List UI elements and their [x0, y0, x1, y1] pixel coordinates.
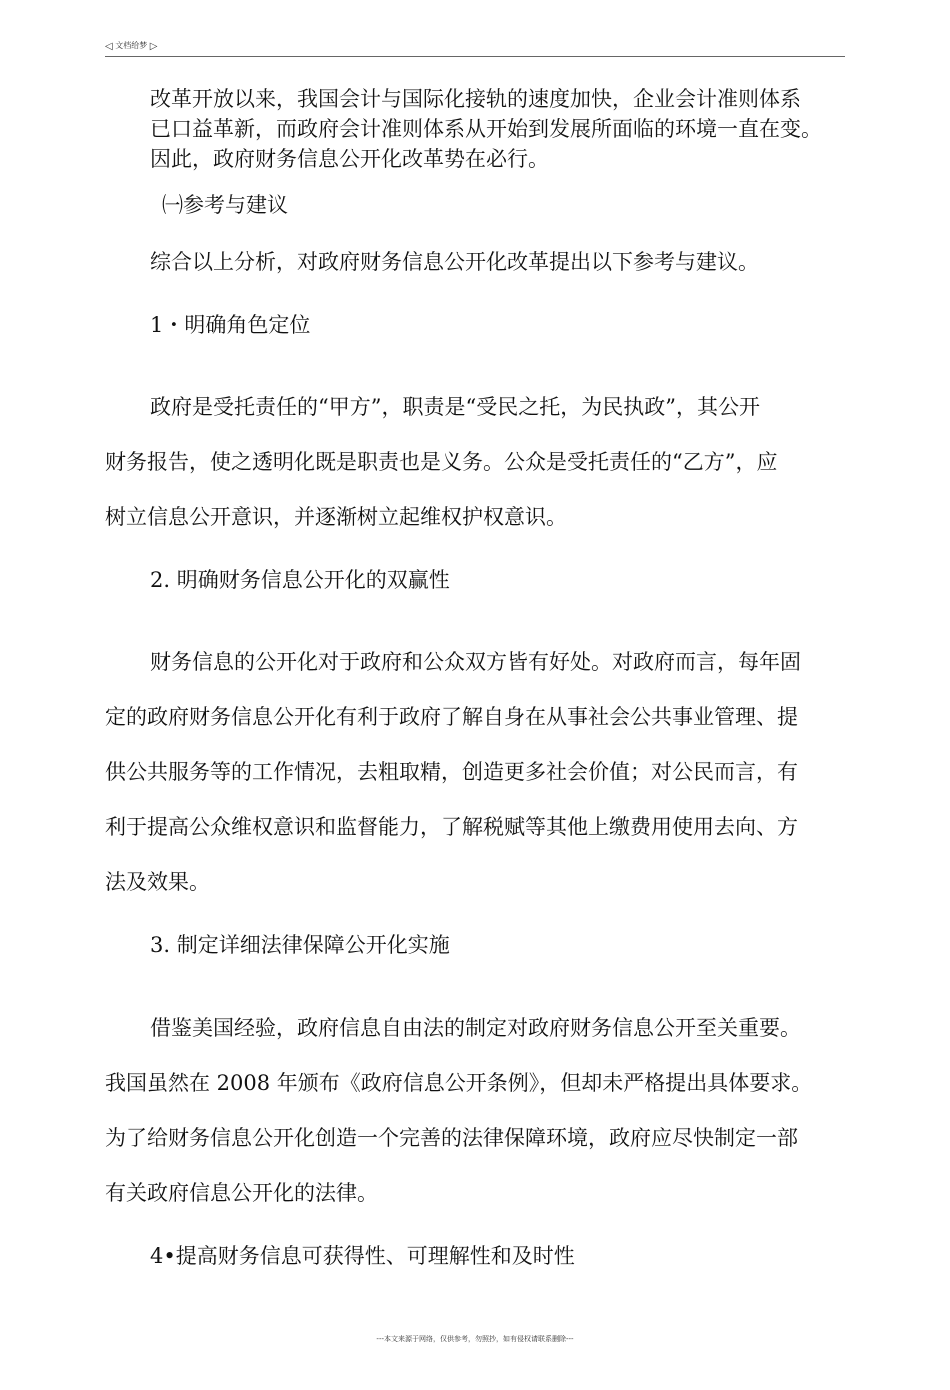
page-header: [105, 40, 845, 57]
paragraph-line: 综合以上分析，对政府财务信息公开化改革提出以下参考与建议。: [150, 250, 759, 274]
paragraph-line: 财务信息的公开化对于政府和公众双方皆有好处。对政府而言，每年固: [150, 650, 801, 674]
paragraph-line: 已口益革新，而政府会计准则体系从开始到发展所面临的环境一直在变。: [150, 117, 822, 141]
header-text: 文档给梦: [115, 41, 148, 50]
page-footer: ---本文来源于网络，仅供参考，勿照抄，如有侵权请联系删除---: [376, 1335, 574, 1343]
paragraph-line: 借鉴美国经验，政府信息自由法的制定对政府财务信息公开至关重要。: [150, 1016, 801, 1040]
right-triangle-icon: ▷: [149, 41, 158, 52]
paragraph-line: 财务报告，使之透明化既是职责也是义务。公众是受托责任的“乙方”，应: [105, 450, 778, 474]
left-triangle-icon: ◁: [105, 41, 113, 52]
paragraph-line: 为了给财务信息公开化创造一个完善的法律保障环境，政府应尽快制定一部: [105, 1126, 798, 1150]
subsection-heading: 3. 制定详细法律保障公开化实施: [150, 933, 450, 957]
paragraph-line: 有关政府信息公开化的法律。: [105, 1181, 378, 1205]
paragraph-line: 改革开放以来，我国会计与国际化接轨的速度加快，企业会计准则体系: [150, 87, 801, 111]
paragraph-line: 利于提高公众维权意识和监督能力，了解税赋等其他上缴费用使用去向、方: [105, 815, 798, 839]
section-heading: ㈠参考与建议: [162, 193, 288, 217]
paragraph-line: 定的政府财务信息公开化有利于政府了解自身在从事社会公共事业管理、提: [105, 705, 798, 729]
subsection-heading: 1・明确角色定位: [150, 313, 311, 337]
subsection-heading: 4•提高财务信息可获得性、可理解性和及时性: [150, 1244, 575, 1268]
subsection-heading: 2. 明确财务信息公开化的双赢性: [150, 568, 450, 592]
paragraph-line: 政府是受托责任的“甲方”，职责是“受民之托，为民执政”，其公开: [150, 395, 760, 419]
paragraph-line: 因此，政府财务信息公开化改革势在必行。: [150, 147, 549, 171]
paragraph-line: 我国虽然在 2008 年颁布《政府信息公开条例》，但却未严格提出具体要求。: [105, 1071, 813, 1095]
paragraph-line: 供公共服务等的工作情况，去粗取精，创造更多社会价值；对公民而言，有: [105, 760, 798, 784]
paragraph-line: 树立信息公开意识，并逐渐树立起维权护权意识。: [105, 505, 567, 529]
paragraph-line: 法及效果。: [105, 870, 210, 894]
